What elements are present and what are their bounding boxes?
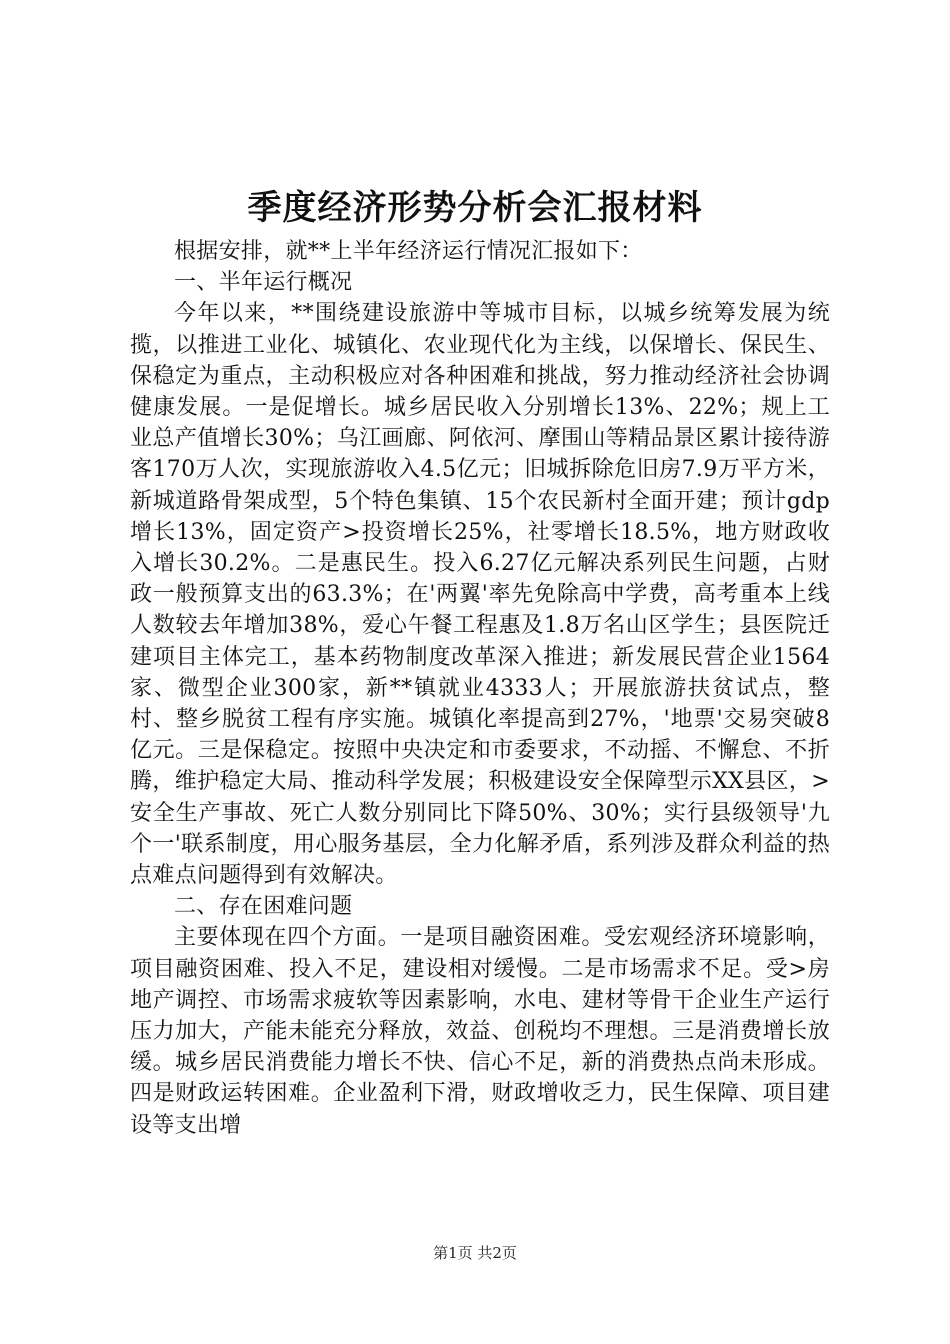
document-title: 季度经济形势分析会汇报材料	[247, 188, 703, 228]
intro-paragraph: 根据安排，就**上半年经济运行情况汇报如下：	[174, 239, 643, 264]
section-heading-overview: 一、半年运行概况	[174, 270, 353, 296]
problems-paragraph: 主要体现在四个方面。一是项目融资困难。受宏观经济环境影响，项目融资困难、投入不足，建设相对缓慢。二是市场需求不足。受>房地产调控、市场需求疲软等因素影响，水电、建材等骨干企业生产运行压力加大，产能未能充分释放，效益、创税均不理想。三是消费增长放缓。城乡居民消费能力增长不快、信心不足，新的消费热点尚未形成。四是财政运转困难。企业盈利下滑，财政增收乏力，民生保障、项目建设等支出增	[130, 925, 830, 1138]
page-indicator: 第1页 共2页	[433, 1244, 517, 1262]
section-heading-problems: 二、存在困难问题	[174, 894, 353, 920]
overview-paragraph: 今年以来，**围绕建设旅游中等城市目标，以城乡统筹发展为统揽，以推进工业化、城镇化、农业现代化为主线，以保增长、保民生、保稳定为重点，主动积极应对各种困难和挑战，努力推动经济社会协调健康发展。一是促增长。城乡居民收入分别增长13%、22%；规上工业总产值增长30%；乌江画廊、阿依河、摩围山等精品景区累计接待游客170万人次，实现旅游收入4.5亿元；旧城拆除危旧房7.9万平方米，新城道路骨架成型，5个特色集镇、15个农民新村全面开建；预计gdp增长13%，固定资产>投资增长25%，社零增长18.5%，地方财政收入增长30.2%。二是惠民生。投入6.27亿元解决系列民生问题，占财政一般预算支出的63.3%；在'两翼'率先免除高中学费，高考重本上线人数较去年增加38%，爱心午餐工程惠及1.8万名山区学生；县医院迁建项目主体完工，基本药物制度改革深入推进；新发展民营企业1564家、微型企业300家，新**镇就业4333人；开展旅游扶贫试点，整村、整乡脱贫工程有序实施。城镇化率提高到27%，'地票'交易突破8亿元。三是保稳定。按照中央决定和市委要求，不动摇、不懈怠、不折腾，维护稳定大局、推动科学发展；积极建设安全保障型示XX县区，>安全生产事故、死亡人数分别同比下降50%、30%；实行县级领导'九个一'联系制度，用心服务基层，全力化解矛盾，系列涉及群众利益的热点难点问题得到有效解决。	[130, 301, 830, 889]
document-body	[130, 236, 830, 1141]
